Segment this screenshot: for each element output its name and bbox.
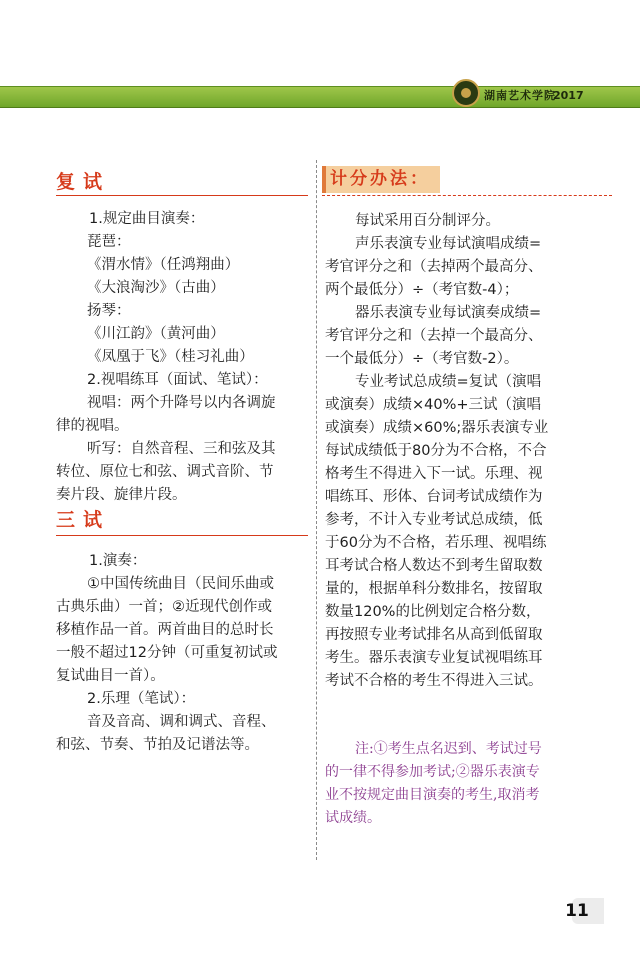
retest-line: 《川江韵》（黄河曲） — [87, 326, 225, 342]
third-test-line: 古典乐曲）一首；②近现代创作或 — [56, 599, 272, 615]
retest-body — [56, 208, 314, 507]
retest-line: 《渭水情》（任鸿翔曲） — [87, 257, 240, 273]
scoring-line: 格考生不得进入下一试。乐理、视 — [325, 466, 543, 482]
note-line: 注:①考生点名迟到、考试过号 — [355, 741, 542, 757]
third-test-title-rule — [56, 535, 308, 536]
college-emblem-icon — [452, 79, 480, 107]
retest-line: 听写：自然音程、三和弦及其 — [87, 441, 276, 457]
third-test-body — [56, 550, 314, 757]
third-test-line: ①中国传统曲目（民间乐曲或 — [87, 576, 274, 592]
exam-note — [325, 738, 615, 830]
scoring-title-rule — [322, 195, 612, 196]
third-test-title: 三试 — [56, 509, 111, 531]
scoring-line: 考官评分之和（去掉两个最高分、 — [325, 259, 543, 275]
scoring-line: 或演奏）成绩×40%+三试（演唱 — [325, 397, 542, 413]
retest-line: 1.规定曲目演奏： — [89, 211, 205, 227]
scoring-line: 数量120%的比例划定合格分数， — [325, 604, 541, 620]
retest-title-rule — [56, 195, 308, 196]
scoring-line: 专业考试总成绩=复试（演唱 — [355, 374, 542, 390]
scoring-title: 计分办法： — [330, 169, 430, 189]
third-test-line: 移植作品一首。两首曲目的总时长 — [56, 622, 274, 638]
scoring-body — [325, 210, 625, 693]
scoring-line: 声乐表演专业每试演唱成绩= — [355, 236, 542, 252]
scoring-line: 耳考试合格人数达不到考生留取数 — [325, 558, 543, 574]
scoring-line: 再按照专业考试排名从高到低留取 — [325, 627, 543, 643]
column-divider — [316, 160, 317, 860]
scoring-line: 每试成绩低于80分为不合格，不合 — [325, 443, 547, 459]
note-line: 试成绩。 — [325, 810, 381, 826]
third-test-line: 2.乐理（笔试）： — [87, 691, 196, 707]
note-line: 的一律不得参加考试;②器乐表演专 — [325, 764, 540, 780]
retest-line: 扬琴： — [87, 303, 131, 319]
third-test-line: 复试曲目一首）。 — [56, 668, 165, 684]
scoring-line: 考生。器乐表演专业复试视唱练耳 — [325, 650, 543, 666]
retest-line: 奏片段、旋律片段。 — [56, 487, 187, 503]
third-test-line: 音及音高、调和调式、音程、 — [87, 714, 276, 730]
scoring-line: 每试采用百分制评分。 — [355, 213, 500, 229]
third-test-line: 1.演奏： — [89, 553, 147, 569]
retest-line: 2.视唱练耳（面试、笔试）： — [87, 372, 268, 388]
retest-line: 《凤凰于飞》（桂习礼曲） — [87, 349, 254, 365]
scoring-line: 量的，根据单科分数排名，按留取 — [325, 581, 543, 597]
retest-line: 视唱：两个升降号以内各调旋 — [87, 395, 276, 411]
scoring-line: 考试不合格的考生不得进入三试。 — [325, 673, 543, 689]
third-test-line: 和弦、节奏、节拍及记谱法等。 — [56, 737, 259, 753]
retest-line: 《大浪淘沙》（古曲） — [87, 280, 225, 296]
note-line: 业不按规定曲目演奏的考生,取消考 — [325, 787, 540, 803]
scoring-line: 器乐表演专业每试演奏成绩= — [355, 305, 542, 321]
retest-line: 律的视唱。 — [56, 418, 129, 434]
scoring-line: 唱练耳、形体、台词考试成绩作为 — [325, 489, 543, 505]
scoring-line: 或演奏）成绩×60%;器乐表演专业 — [325, 420, 549, 436]
retest-line: 转位、原位七和弦、调式音阶、节 — [56, 464, 274, 480]
scoring-line: 两个最低分）÷（考官数-4）； — [325, 282, 519, 298]
scoring-line: 参考，不计入专业考试总成绩，低 — [325, 512, 543, 528]
header-series-text: 湖南艺术学院 — [484, 89, 556, 102]
header-year: 2017 — [553, 89, 584, 102]
retest-line: 琵琶： — [87, 234, 131, 250]
scoring-line: 考官评分之和（去掉一个最高分、 — [325, 328, 543, 344]
scoring-line: 于60分为不合格，若乐理、视唱练 — [325, 535, 547, 551]
retest-title: 复试 — [56, 171, 111, 193]
scoring-line: 一个最低分）÷（考官数-2）。 — [325, 351, 519, 367]
third-test-line: 一般不超过12分钟（可重复初试或 — [56, 645, 278, 661]
page-number: 11 — [565, 901, 589, 921]
